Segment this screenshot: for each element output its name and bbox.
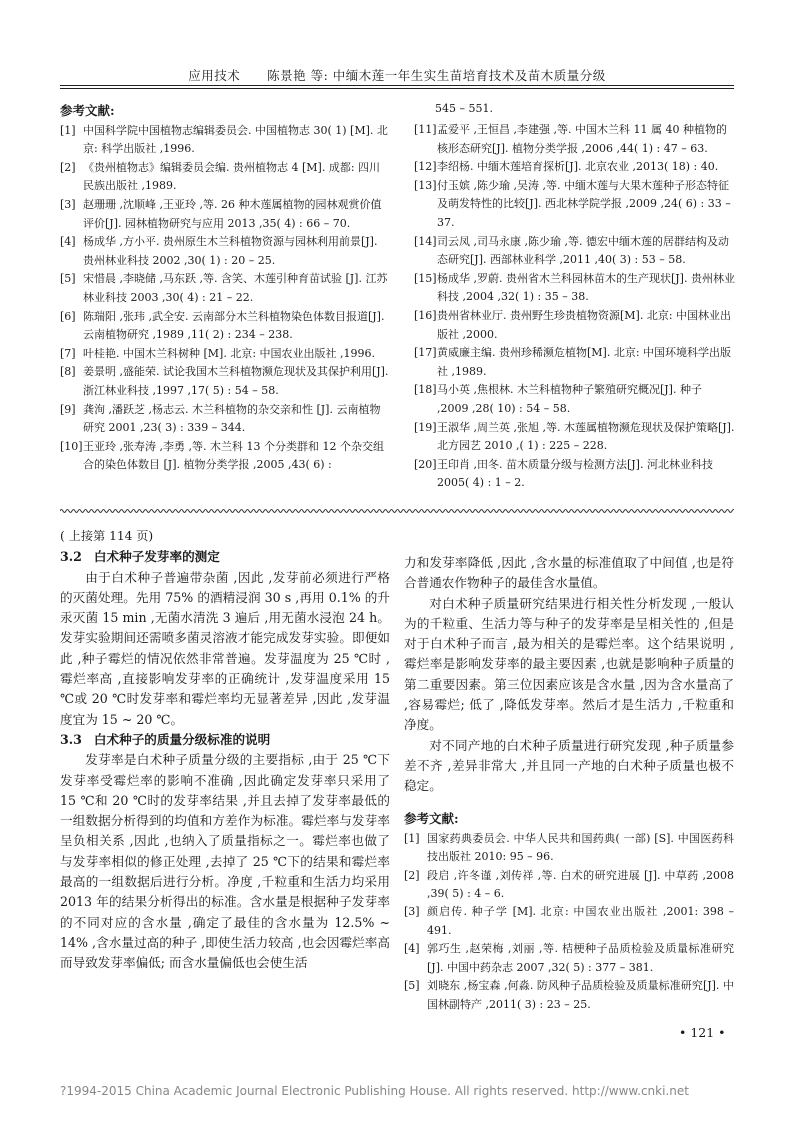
section-3-2-heading [60,547,390,567]
reference-text: 付玉嫔 ,陈少瑜 ,吴涛 ,等. 中缅木莲与大果木莲种子形态特征及萌发特性的比较[J]. 西北林学院学报 ,2009 ,24( 6) : 33 – 37. [437,178,731,229]
reference-item [60,233,390,270]
wavy-separator [60,506,734,516]
copyright-footer: ?1994-2015 China Academic Journal Electronic Publishing House. All rights reserved. http://www.cnki.net [60,1084,689,1098]
header-authors-title: 陈景艳 等: 中缅木莲一年生实生苗培育技术及苗木质量分级 [267,68,606,83]
reference-item [404,830,734,867]
reference-item [414,177,736,233]
reference-number: [12] [414,160,437,174]
reference-text: 李绍杨. 中缅木莲培育探析[J]. 北京农业 ,2013( 18) : 40. [437,160,719,174]
reference-text: 《贵州植物志》编辑委员会编. 贵州植物志 4 [M]. 成都: 四川民族出版社 ,1989. [83,160,381,193]
reference-number: [18] [414,383,437,397]
reference-item [60,363,390,400]
reference-item [414,270,736,307]
reference-item [414,307,736,344]
top-refs-left-column [60,102,390,475]
top-refs-right-column [414,121,736,493]
reference-text: 陈瑞阳 ,张玮 ,武全安. 云南部分木兰科植物染色体数目报道[J]. 云南植物研究 ,1989 ,11( 2) : 234 – 238. [83,309,385,342]
header-rule-top [60,85,734,86]
reference-item [414,158,736,177]
reference-text: 杨成华 ,方小平. 贵州原生木兰科植物资源与园林利用前景[J]. 贵州林业科技 2002 ,30( 1) : 20 – 25. [83,235,378,267]
reference-item [60,438,390,475]
reference-text: 刘晓东 ,杨宝森 ,何淼. 防风种子品质检验及质量标准研究[J]. 中国林副特产 ,2011( 3) : 23 – 25. [427,979,734,1011]
paragraph-germination-test: 由于白术种子普遍带杂菌 ,因此 ,发芽前必须进行严格的灭菌处理。先用 75% 的酒精浸润 30 s ,再用 0.1% 的升汞灭菌 15 min ,无菌水清洗 3 遍后 ,用无菌水浸泡 24 h。发芽实验期间还需喷多菌灵溶液才能完成发芽实验。即便如此 ,种子霉烂的情况依然非常普遍。发芽温度为 25 ℃时 ,霉烂率高 ,直接影响发芽率的正确统计 ,发芽温度采用 15 ℃或 20 ℃时发芽率和霉烂率均无显著差异 ,因此 ,发芽温度宜为 15 ~ 20 ℃。 [60,569,390,727]
reference-item [60,122,390,159]
continued-from-note: ( 上接第 114 页) [60,529,154,543]
paragraph-grading-standard: 发芽率是白术种子质量分级的主要指标 ,由于 25 ℃下发芽率受霉烂率的影响不准确 ,因此确定发芽率只采用了 15 ℃和 20 ℃时的发芽率结果 ,并且去掉了发芽率最低的一组数据分析得到的均值和方差作为标准。霉烂率与发芽率呈负相关系 ,因此 ,也纳入了质量指标之一。霉烂率也做了与发芽率相似的修正处理 ,去掉了 25 ℃下的结果和霉烂率最高的一组数据后进行分析。净度 ,千粒重和生活力均采用 2013 年的结果分析得出的标准。含水量是根据种子发芽率的不同对应的含水量 ,确定了最佳的含水量为 12.5% ~ 14% ,含水量过高的种子 ,即使生活力较高 ,也会因霉烂率高而导致发芽率偏低; 而含水量偏低也会使生活 [60,752,390,971]
reference-item [414,121,736,158]
reference-number: [2] [404,868,420,882]
reference-item [404,977,734,1014]
reference-text: 姜景明 ,盛能荣. 试论我国木兰科植物濒危现状及其保护利用[J]. 浙江林业科技 ,1997 ,17( 5) : 54 – 58. [83,365,389,397]
article-refs-title: 参考文献: [404,810,459,826]
reference-text: 杨成华 ,罗蔚. 贵州省木兰科园林苗木的生产现状[J]. 贵州林业科技 ,2004 ,32( 1) : 35 – 38. [437,271,735,304]
reference-number: [14] [414,234,437,248]
reference-number: [8] [60,365,76,379]
header-rule-bottom [60,88,734,89]
reference-item [60,345,390,364]
paragraph-origin-variation: 对不同产地的白术种子质量进行研究发现 ,种子质量参差不齐 ,差异非常大 ,并且同一产地的白术种子质量也极不稳定。 [404,737,734,794]
reference-number: [6] [60,309,76,323]
reference-number: [3] [60,197,76,211]
top-refs-continuation: 545 – 551. [435,102,493,115]
reference-number: [3] [404,905,420,919]
reference-number: [10] [60,439,83,453]
reference-text: 马小英 ,焦根林. 木兰科植物种子繁殖研究概况[J]. 种子 ,2009 ,28( 10) : 54 – 58. [437,383,702,415]
top-refs-title: 参考文献: [60,103,115,118]
top-refs-right-list [414,121,736,493]
running-header [60,66,734,84]
reference-number: [11] [414,123,437,136]
reference-number: [15] [414,271,437,285]
article-right-column [404,553,734,1014]
reference-text: 叶桂艳. 中国木兰科树种 [M]. 北京: 中国农业出版社 ,1996. [83,346,376,360]
section-3-2-title: 白术种子发芽率的测定 [93,549,220,565]
article-refs-list [404,830,734,1014]
reference-text: 王亚玲 ,张寿涛 ,李勇 ,等. 木兰科 13 个分类群和 12 个杂交组合的染色体数目 [J]. 植物分类学报 ,2005 ,43( 6) : [83,439,384,472]
reference-number: [17] [414,346,437,360]
reference-text: 郭巧生 ,赵荣梅 ,刘丽 ,等. 桔梗种子品质检验及质量标准研究[J]. 中国中药杂志 2007 ,32( 5) : 377 – 381. [427,942,734,974]
reference-item [414,233,736,270]
reference-item [414,344,736,381]
reference-number: [19] [414,420,437,434]
reference-number: [20] [414,457,437,471]
paragraph-moisture-continued: 力和发芽率降低 ,因此 ,含水量的标准值取了中间值 ,也是符合普通农作物种子的最佳含水量值。 [404,555,734,591]
header-section: 应用技术 [188,68,241,83]
reference-item [414,456,736,493]
section-3-2-number: 3.2 [60,549,82,565]
paragraph-correlation: 对白术种子质量研究结果进行相关性分析发现 ,一般认为的千粒重、生活力等与种子的发芽率是呈相关性的 ,但是对于白术种子而言 ,最为相关的是霉烂率。这个结果说明 ,霉烂率是影响发芽率的最主要因素 ,也就是影响种子质量的第二重要因素。第三位因素应该是含水量 ,因为含水量高了 ,容易霉烂; 低了 ,降低发芽率。然后才是生活力 ,千粒重和净度。 [404,595,734,733]
reference-text: 黄威廉主编. 贵州珍稀濒危植物[M]. 北京: 中国环境科学出版社 ,1989. [437,346,732,378]
section-3-3-number: 3.3 [60,731,82,747]
reference-item [404,940,734,977]
reference-item [414,419,736,456]
article-left-column [60,526,390,974]
reference-item [60,270,390,307]
reference-text: 孟爱平 ,王恒昌 ,李建强 ,等. 中国木兰科 11 属 40 种植物的核形态研究[J]. 植物分类学报 ,2006 ,44( 1) : 47 – 63. [437,123,727,155]
reference-item [404,867,734,904]
reference-item [404,903,734,940]
reference-text: 赵珊珊 ,沈顺峰 ,王亚玲 ,等. 26 种木莲属植物的园林观赏价值评价[J]. 园林植物研究与应用 2013 ,35( 4) : 66 – 70. [83,197,382,230]
reference-number: [9] [60,402,76,416]
section-3-3-heading [60,730,390,750]
reference-text: 龚洵 ,潘跃芝 ,杨志云. 木兰科植物的杂交亲和性 [J]. 云南植物研究 2001 ,23( 3) : 339 – 344. [83,402,381,435]
reference-text: 段启 ,许冬谨 ,刘传祥 ,等. 白术的研究进展 [J]. 中草药 ,2008 ,39( 5) : 4 – 6. [427,868,734,901]
reference-number: [5] [60,272,76,286]
reference-item [60,401,390,438]
top-refs-left-list [60,122,390,475]
section-3-3-title: 白术种子的质量分级标准的说明 [93,731,271,747]
reference-number: [5] [404,979,420,993]
reference-text: 王印肖 ,田冬. 苗木质量分级与检测方法[J]. 河北林业科技 2005( 4) : 1 – 2. [437,457,713,490]
reference-item [60,308,390,345]
reference-item [60,196,390,233]
reference-number: [13] [414,178,437,192]
reference-item [60,159,390,196]
reference-text: 国家药典委员会. 中华人民共和国药典( 一部) [S]. 中国医药科技出版社 2010: 95 – 96. [427,831,734,864]
reference-item [414,381,736,418]
reference-number: [1] [60,123,76,137]
reference-number: [16] [414,308,437,322]
page-number: • 121 • [679,1025,726,1040]
reference-number: [4] [404,942,420,956]
reference-text: 贵州省林业厅. 贵州野生珍贵植物资源[M]. 北京: 中国林业出版社 ,2000. [437,308,732,341]
reference-text: 颜启传. 种子学 [M]. 北京: 中国农业出版社 ,2001: 398 – 491. [427,905,734,937]
reference-text: 司云凤 ,司马永康 ,陈少瑜 ,等. 德宏中缅木莲的居群结构及动态研究[J]. 西部林业科学 ,2011 ,40( 3) : 53 – 58. [437,234,729,267]
reference-number: [1] [404,831,420,845]
reference-number: [7] [60,346,76,360]
reference-text: 王淑华 ,周兰英 ,张旭 ,等. 木莲属植物濒危现状及保护策略[J]. 北方园艺 2010 ,( 1) : 225 – 228. [437,420,735,453]
reference-text: 中国科学院中国植物志编辑委员会. 中国植物志 30( 1) [M]. 北京: 科学出版社 ,1996. [83,123,388,156]
reference-text: 宋惜晨 ,李晓储 ,马东跃 ,等. 含笑、木莲引种育苗试验 [J]. 江苏林业科技 2003 ,30( 4) : 21 – 22. [83,272,388,304]
reference-number: [2] [60,160,76,174]
reference-number: [4] [60,235,76,249]
